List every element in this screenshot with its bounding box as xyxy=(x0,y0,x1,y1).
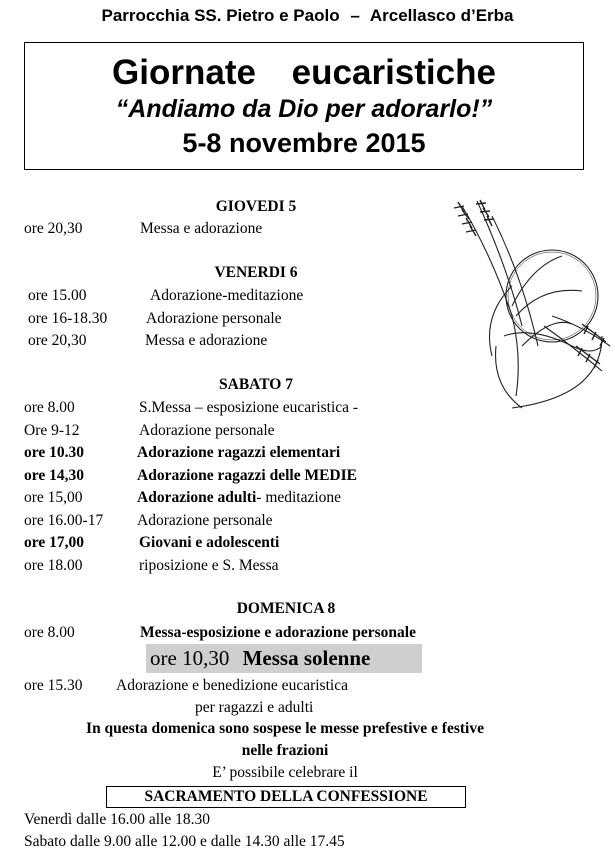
schedule-activity: S.Messa – esposizione eucaristica - xyxy=(139,399,359,416)
parish-location: Arcellasco d’Erba xyxy=(369,6,514,25)
solemn-mass-time: ore 10,30 xyxy=(150,646,230,670)
wheat-and-host-icon xyxy=(452,196,612,414)
schedule-time: ore 10.30 xyxy=(24,444,84,461)
motto: “Andiamo da Dio per adorarlo!” xyxy=(115,95,493,123)
schedule-time: ore 20,30 xyxy=(24,220,83,237)
confession-friday: Venerdì dalle 16.00 alle 18.30 xyxy=(24,811,210,828)
schedule-time: ore 8.00 xyxy=(24,399,75,416)
header-separator: – xyxy=(350,6,360,25)
parish-name: Parrocchia SS. Pietro e Paolo xyxy=(101,6,340,25)
event-dates: 5-8 novembre 2015 xyxy=(182,128,426,158)
day-heading-sunday: DOMENICA 8 xyxy=(236,600,336,617)
schedule-time: ore 15.30 xyxy=(24,677,83,694)
schedule-time: ore 8.00 xyxy=(24,624,75,641)
schedule-time: ore 18.00 xyxy=(24,557,83,574)
schedule-activity: Adorazione-meditazione xyxy=(150,287,304,304)
schedule-activity: Adorazione ragazzi delle MEDIE xyxy=(137,467,357,484)
title-box xyxy=(24,42,584,170)
day-heading-thursday: GIOVEDI 5 xyxy=(215,198,297,215)
confession-saturday: Sabato dalle 9.00 alle 12.00 e dalle 14.30 alle 17.45 xyxy=(24,833,345,850)
schedule-activity xyxy=(137,488,341,507)
schedule-time: ore 16-18.30 xyxy=(28,310,108,327)
schedule-activity: Adorazione personale xyxy=(137,512,273,529)
schedule-activity: Messa e adorazione xyxy=(140,220,263,237)
notice-line-1: In questa domenica sono sospese le messe prefestive e festive xyxy=(86,720,484,737)
schedule-time: ore 15,00 xyxy=(24,489,83,506)
schedule-activity: Giovani e adolescenti xyxy=(139,534,280,551)
schedule-activity: riposizione e S. Messa xyxy=(139,557,279,574)
page-title: Giornate eucaristiche xyxy=(112,53,496,92)
schedule-time: ore 14,30 xyxy=(24,467,84,484)
schedule-time: ore 20,30 xyxy=(28,332,87,349)
schedule-time: ore 17,00 xyxy=(24,534,84,551)
day-heading-friday: VENERDI 6 xyxy=(214,264,298,281)
schedule-activity: Adorazione ragazzi elementari xyxy=(137,444,341,461)
day-heading-saturday: SABATO 7 xyxy=(219,376,293,393)
notice-line-2: nelle frazioni xyxy=(241,742,329,759)
schedule-activity-bold: Adorazione adulti xyxy=(137,489,257,506)
confession-title: SACRAMENTO DELLA CONFESSIONE xyxy=(106,786,466,808)
solemn-mass xyxy=(150,646,370,671)
schedule-time: Ore 9-12 xyxy=(24,422,80,439)
schedule-activity-continued: per ragazzi e adulti xyxy=(195,699,314,716)
schedule-activity: Adorazione personale xyxy=(139,422,275,439)
schedule-activity: Messa-esposizione e adorazione personale xyxy=(140,624,416,641)
notice-line-3: E’ possibile celebrare il xyxy=(212,764,358,781)
schedule-activity-rest: - meditazione xyxy=(256,489,342,506)
schedule-activity: Adorazione e benedizione eucaristica xyxy=(116,677,348,694)
parish-header xyxy=(0,6,615,26)
schedule-time: ore 15.00 xyxy=(28,287,87,304)
schedule-time: ore 16.00-17 xyxy=(24,512,104,529)
schedule-activity: Messa e adorazione xyxy=(145,332,268,349)
schedule-activity: Adorazione personale xyxy=(146,310,282,327)
solemn-mass-label: Messa solenne xyxy=(242,646,371,670)
